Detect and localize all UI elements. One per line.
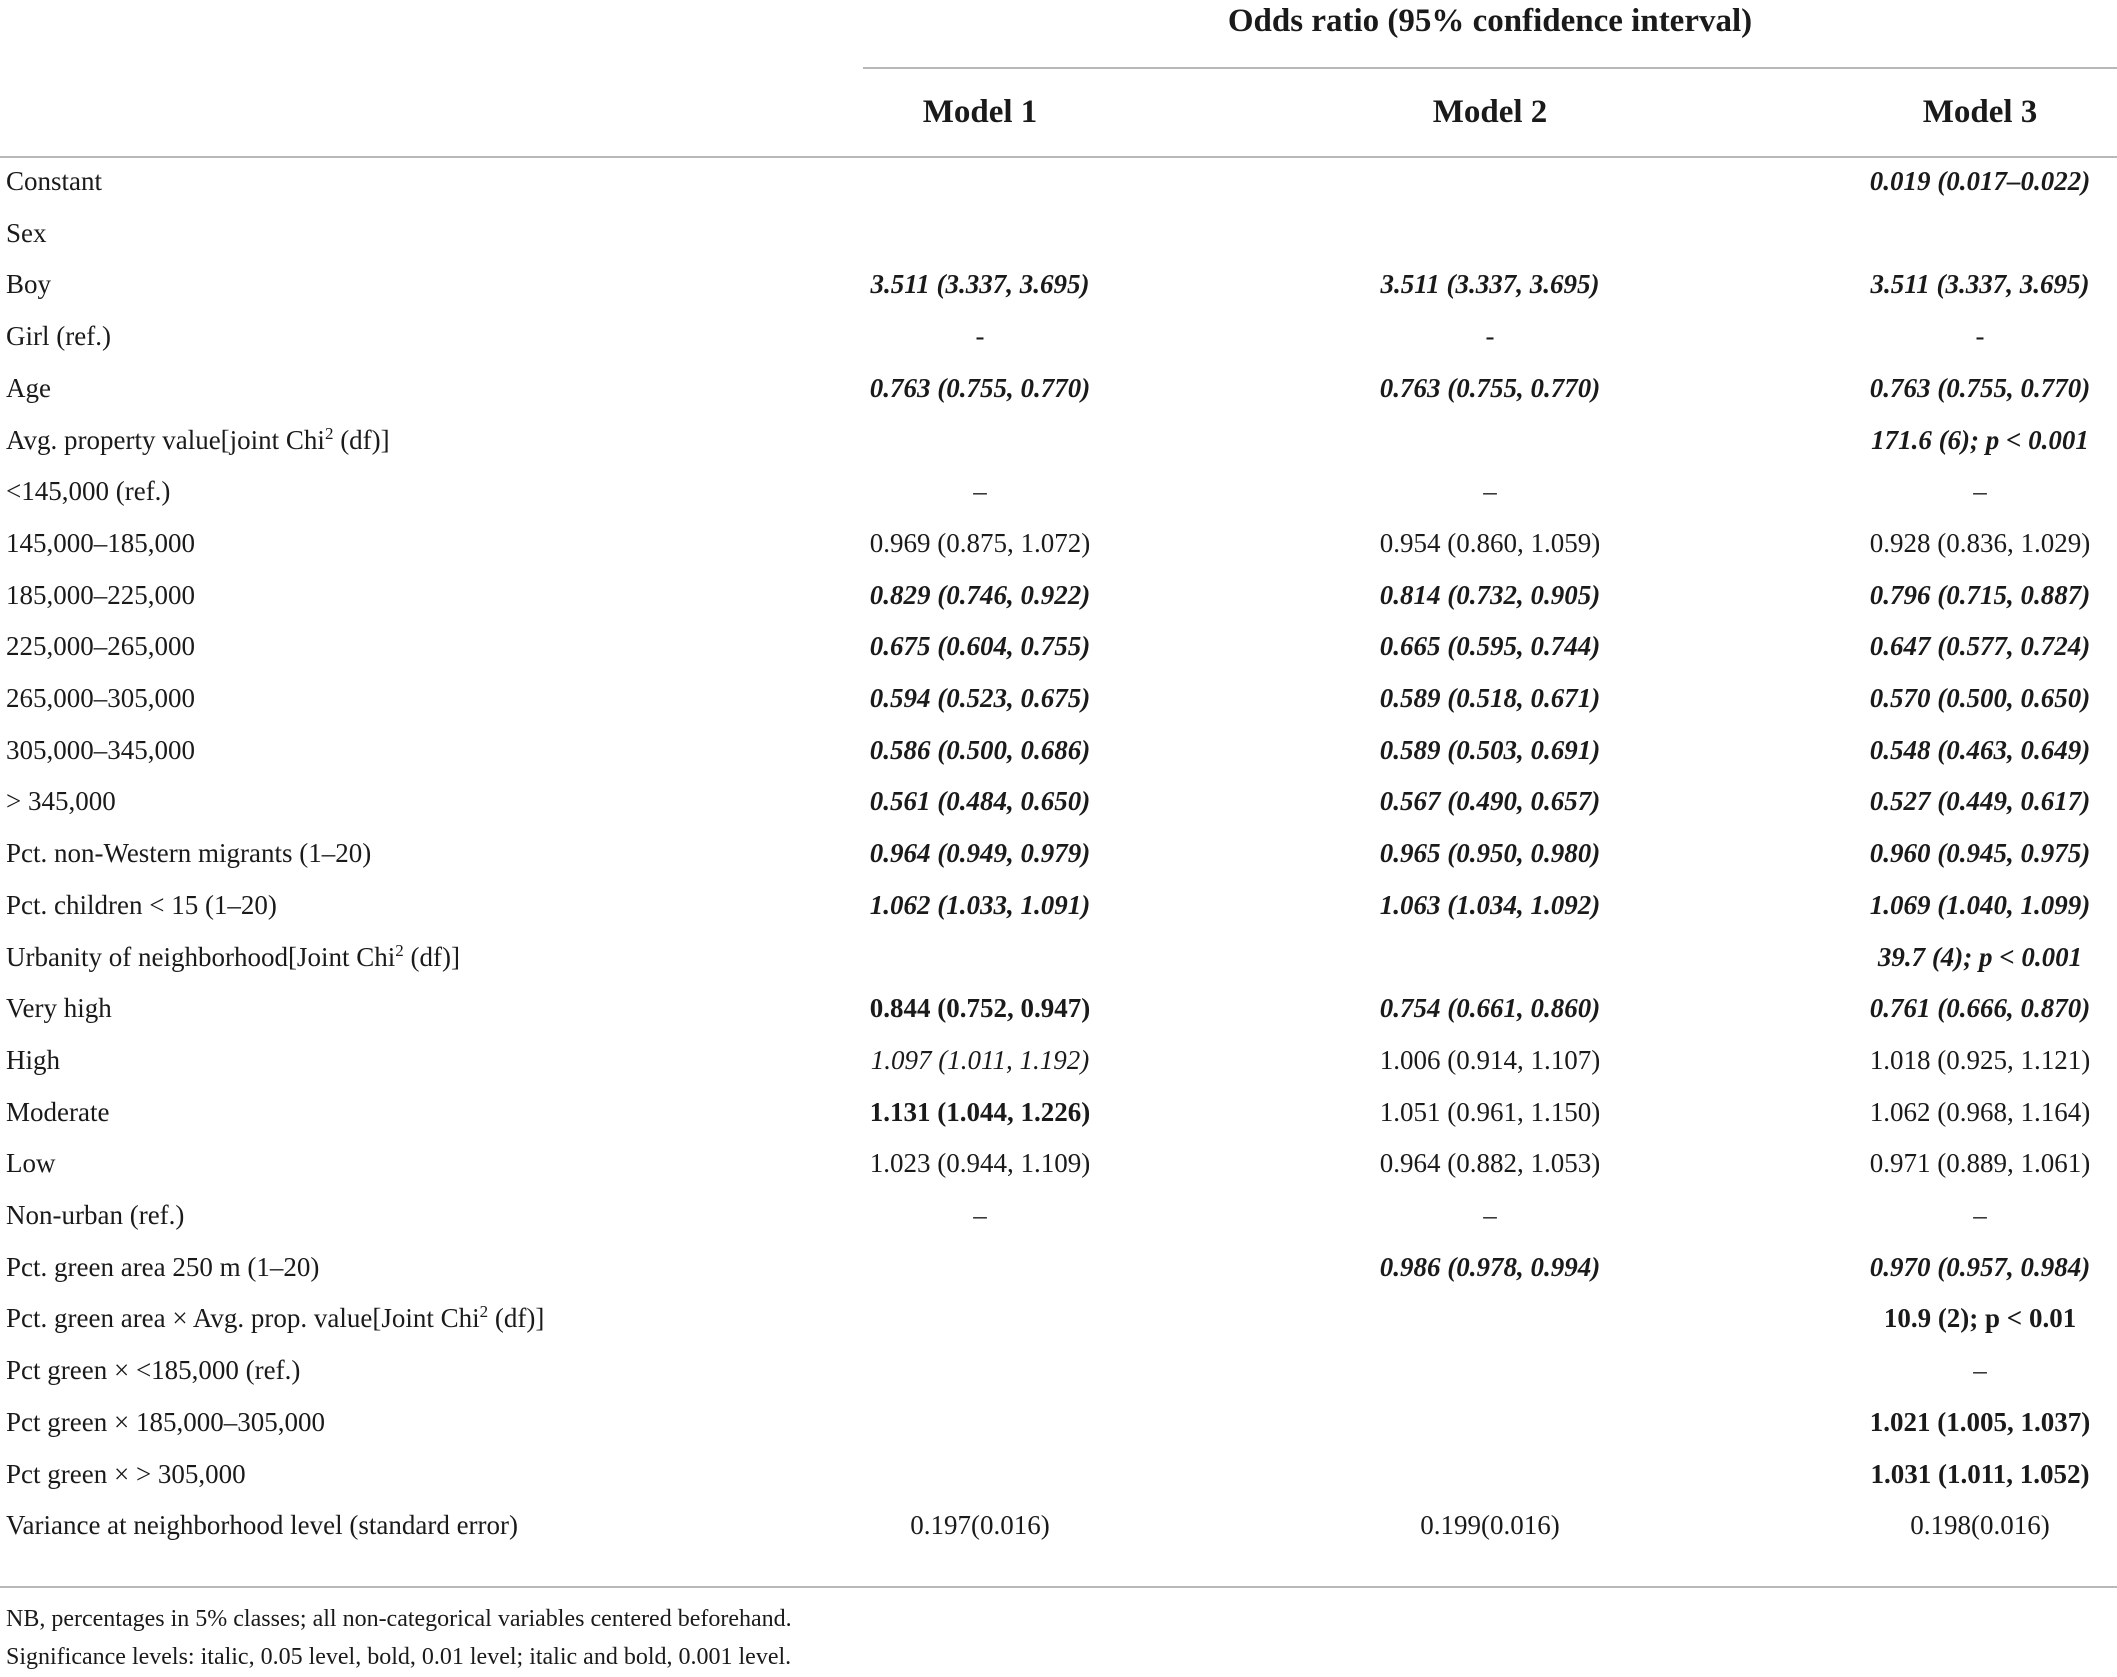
cell-model-2 [1340,1298,1640,1338]
cell-model-1 [830,1454,1130,1494]
row-label: 185,000–225,000 [6,579,195,610]
cell-model-1: – [973,1200,987,1230]
cell-model-2 [1340,1454,1640,1494]
cell-model-1: 0.844 (0.752, 0.947) [869,993,1091,1024]
cell-model-2 [1340,161,1640,201]
row-label: Sex [6,217,47,248]
cell-model-3: 39.7 (4); p < 0.001 [1877,941,2083,972]
table-row [0,213,2117,253]
table-row [0,781,2117,821]
row-label: Pct. green area 250 m (1–20) [6,1251,320,1282]
row-label: Pct. children < 15 (1–20) [6,889,277,920]
table-row [0,730,2117,770]
table-row [0,1505,2117,1545]
cell-model-1: 0.586 (0.500, 0.686) [869,734,1091,765]
cell-model-1: 0.969 (0.875, 1.072) [869,527,1091,558]
cell-model-1: - [975,321,985,352]
cell-model-1 [830,1350,1130,1390]
table-row [0,316,2117,356]
table-footnote-significance: Significance levels: italic, 0.05 level, bold, 0.01 level; italic and bold, 0.001 level. [6,1644,792,1670]
cell-model-3: 1.021 (1.005, 1.037) [1869,1406,2091,1437]
cell-model-3: 0.647 (0.577, 0.724) [1869,631,2091,662]
row-label: 145,000–185,000 [6,527,195,558]
cell-model-2: – [1483,1200,1497,1230]
row-label: 305,000–345,000 [6,734,195,765]
cell-model-1: 0.763 (0.755, 0.770) [869,372,1091,403]
cell-model-2: - [1485,321,1495,352]
table-row [0,1092,2117,1132]
row-label: Variance at neighborhood level (standard error) [6,1510,519,1541]
row-label: Constant [6,166,103,196]
cell-model-2 [1340,420,1640,460]
cell-model-1 [830,213,1130,253]
header-bottom-rule [0,156,2117,158]
row-label: 225,000–265,000 [6,631,195,662]
table-row [0,678,2117,718]
row-label: Pct green × <185,000 (ref.) [6,1355,301,1386]
cell-model-1: 1.062 (1.033, 1.091) [869,889,1091,920]
cell-model-3: 0.928 (0.836, 1.029) [1869,527,2091,558]
cell-model-3: – [1973,1355,1987,1386]
table-row [0,471,2117,511]
cell-model-3: 0.796 (0.715, 0.887) [1869,579,2091,610]
cell-model-2: 0.199(0.016) [1420,1510,1560,1541]
row-label: 265,000–305,000 [6,683,195,713]
row-label: High [6,1044,60,1075]
cell-model-2 [1340,1402,1640,1442]
column-header-model-3: Model 3 [1922,94,2038,130]
cell-model-2: 0.763 (0.755, 0.770) [1379,372,1601,403]
cell-model-2: 0.964 (0.882, 1.053) [1379,1148,1601,1179]
table-row [0,1350,2117,1390]
super-header-rule [863,67,2117,69]
row-label: Non-urban (ref.) [6,1200,185,1230]
cell-model-1 [830,1298,1130,1338]
cell-model-2: 0.589 (0.503, 0.691) [1379,734,1601,765]
table-footnote-percentages: NB, percentages in 5% classes; all non-categorical variables centered beforehand. [6,1606,792,1632]
cell-model-2 [1340,1350,1640,1390]
cell-model-1: 3.511 (3.337, 3.695) [870,269,1090,300]
row-label: Low [6,1148,56,1179]
cell-model-1: 0.561 (0.484, 0.650) [869,786,1091,817]
cell-model-3: 1.031 (1.011, 1.052) [1870,1458,2090,1489]
table-row [0,420,2117,460]
cell-model-1 [830,937,1130,977]
row-label: Age [6,372,51,403]
cell-model-1 [830,1402,1130,1442]
table-row [0,1402,2117,1442]
table-row [0,264,2117,304]
cell-model-3: 0.761 (0.666, 0.870) [1869,993,2091,1024]
row-label: Pct green × 185,000–305,000 [6,1406,325,1437]
cell-model-2: 0.986 (0.978, 0.994) [1379,1251,1601,1282]
row-label: Very high [6,993,112,1024]
table-row [0,833,2117,873]
cell-model-2: 0.965 (0.950, 0.980) [1379,838,1601,869]
row-label: Pct. green area × Avg. prop. value[Joint Chi$^2$ (df)] [6,1302,545,1334]
cell-model-1: 1.131 (1.044, 1.226) [869,1096,1091,1127]
cell-model-3: 0.019 (0.017–0.022) [1869,166,2091,196]
cell-model-1: 0.964 (0.949, 0.979) [869,838,1091,869]
cell-model-1: 0.197(0.016) [910,1510,1050,1541]
cell-model-1 [830,161,1130,201]
cell-model-2: 0.567 (0.490, 0.657) [1379,786,1601,817]
cell-model-1 [830,420,1130,460]
cell-model-1 [830,1247,1130,1287]
cell-model-3 [1830,213,2117,253]
cell-model-1: 0.594 (0.523, 0.675) [869,683,1091,713]
cell-model-2: 0.665 (0.595, 0.744) [1379,631,1601,662]
cell-model-1: 0.829 (0.746, 0.922) [869,579,1091,610]
row-label: Avg. property value[joint Chi$^2$ (df)] [6,423,390,455]
cell-model-3: – [1973,476,1987,507]
cell-model-1: 0.675 (0.604, 0.755) [869,631,1091,662]
table-row [0,626,2117,666]
column-header-model-2: Model 2 [1432,94,1548,130]
odds-ratio-super-header: Odds ratio (95% confidence interval) [1227,3,1753,39]
cell-model-2: 0.814 (0.732, 0.905) [1379,579,1601,610]
table-row [0,1143,2117,1183]
table-row [0,1195,2117,1235]
cell-model-3: 0.960 (0.945, 0.975) [1869,838,2091,869]
table-bottom-rule [0,1586,2117,1588]
cell-model-2 [1340,937,1640,977]
table-row [0,1454,2117,1494]
cell-model-3: 0.570 (0.500, 0.650) [1869,683,2091,713]
cell-model-2: 1.051 (0.961, 1.150) [1379,1096,1601,1127]
table-row [0,161,2117,201]
cell-model-3: 0.198(0.016) [1910,1510,2050,1541]
cell-model-2: 0.954 (0.860, 1.059) [1379,527,1601,558]
cell-model-3: 0.970 (0.957, 0.984) [1869,1251,2091,1282]
cell-model-1: 1.097 (1.011, 1.192) [870,1044,1090,1075]
cell-model-3: 10.9 (2); p < 0.01 [1883,1303,2077,1334]
table-row [0,368,2117,408]
row-label: Boy [6,269,52,300]
cell-model-3: - [1975,321,1985,352]
row-label: Moderate [6,1096,110,1127]
table-row [0,885,2117,925]
table-row [0,1040,2117,1080]
row-label: Pct. non-Western migrants (1–20) [6,838,372,869]
cell-model-3: 0.763 (0.755, 0.770) [1869,372,2091,403]
table-row [0,523,2117,563]
cell-model-3: 0.527 (0.449, 0.617) [1869,786,2091,817]
cell-model-3: 1.062 (0.968, 1.164) [1869,1096,2091,1127]
cell-model-3: 0.971 (0.889, 1.061) [1869,1148,2091,1179]
table-row [0,988,2117,1028]
column-header-model-1: Model 1 [922,94,1038,130]
cell-model-3: 171.6 (6); p < 0.001 [1871,424,2089,455]
cell-model-2: 1.006 (0.914, 1.107) [1379,1044,1601,1075]
cell-model-2: 1.063 (1.034, 1.092) [1379,889,1601,920]
cell-model-3: 1.069 (1.040, 1.099) [1869,889,2091,920]
cell-model-3: 3.511 (3.337, 3.695) [1870,269,2090,300]
cell-model-2 [1340,213,1640,253]
table-row [0,937,2117,977]
cell-model-2: 3.511 (3.337, 3.695) [1380,269,1600,300]
cell-model-2: 0.754 (0.661, 0.860) [1379,993,1601,1024]
cell-model-2: 0.589 (0.518, 0.671) [1379,683,1601,713]
cell-model-1: 1.023 (0.944, 1.109) [869,1148,1091,1179]
cell-model-3: 1.018 (0.925, 1.121) [1869,1044,2091,1075]
cell-model-2: – [1483,476,1497,507]
row-label: Urbanity of neighborhood[Joint Chi$^2$ (df)] [6,940,460,972]
table-row [0,1298,2117,1338]
row-label: <145,000 (ref.) [6,476,171,507]
row-label: > 345,000 [6,786,116,817]
row-label: Girl (ref.) [6,321,111,352]
table-row [0,575,2117,615]
cell-model-3: 0.548 (0.463, 0.649) [1869,734,2091,765]
cell-model-1: – [973,476,987,507]
table-row [0,1247,2117,1287]
cell-model-3: – [1973,1200,1987,1230]
row-label: Pct green × > 305,000 [6,1458,246,1489]
